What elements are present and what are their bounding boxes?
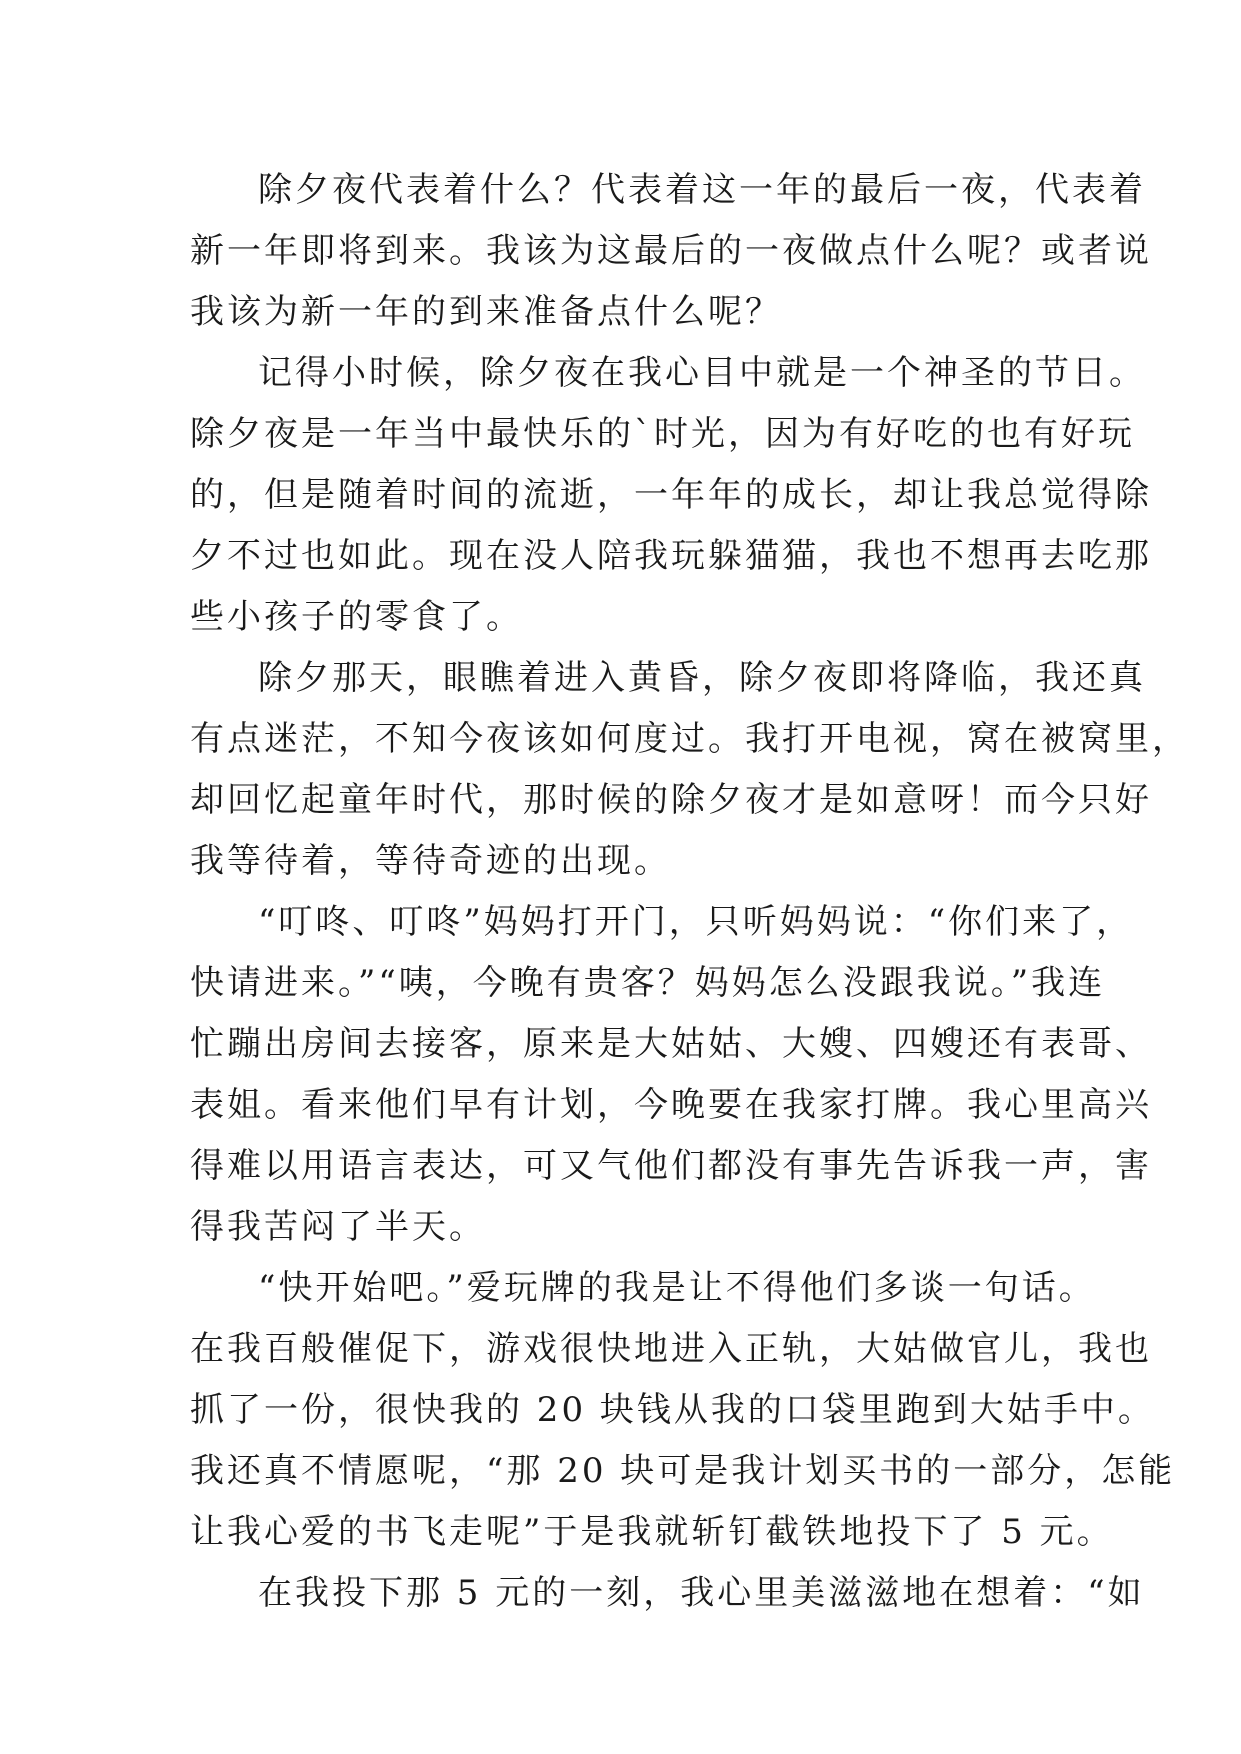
text-line: 除夕夜代表着什么？代表着这一年的最后一夜，代表着: [258, 170, 1146, 210]
text-line: 我该为新一年的到来准备点什么呢？: [190, 292, 782, 332]
text-line: 却回忆起童年时代，那时候的除夕夜才是如意呀！而今只好: [190, 780, 1152, 820]
text-line: 新一年即将到来。我该为这最后的一夜做点什么呢？或者说: [190, 231, 1152, 271]
text-line: “快开始吧。”爱玩牌的我是让不得他们多谈一句话。: [258, 1268, 1096, 1308]
text-line: 我等待着，等待奇迹的出现。: [190, 841, 671, 881]
text-line: 在我投下那 5 元的一刻，我心里美滋滋地在想着：“如: [258, 1573, 1145, 1613]
text-line: 夕不过也如此。现在没人陪我玩躲猫猫，我也不想再去吃那: [190, 536, 1152, 576]
essay-body: [190, 160, 1189, 1624]
text-line: 在我百般催促下，游戏很快地进入正轨，大姑做官儿，我也: [190, 1329, 1152, 1369]
text-line: 得我苦闷了半天。: [190, 1207, 486, 1247]
text-line: 快请进来。”“咦，今晚有贵客？妈妈怎么没跟我说。”我连: [190, 963, 1106, 1003]
text-line: 记得小时候，除夕夜在我心目中就是一个神圣的节日。: [258, 353, 1146, 393]
text-line: 我还真不情愿呢，“那 20 块可是我计划买书的一部分，怎能: [190, 1451, 1176, 1491]
text-line: 得难以用语言表达，可又气他们都没有事先告诉我一声，害: [190, 1146, 1152, 1186]
text-line: 有点迷茫，不知今夜该如何度过。我打开电视，窝在被窝里，: [190, 719, 1189, 759]
text-line: 表姐。看来他们早有计划，今晚要在我家打牌。我心里高兴: [190, 1085, 1152, 1125]
text-line: 抓了一份，很快我的 20 块钱从我的口袋里跑到大姑手中。: [190, 1390, 1155, 1430]
text-line: 些小孩子的零食了。: [190, 597, 523, 637]
text-line: 让我心爱的书飞走呢”于是我就斩钉截铁地投下了 5 元。: [190, 1512, 1114, 1552]
text-line: 忙蹦出房间去接客，原来是大姑姑、大嫂、四嫂还有表哥、: [190, 1024, 1152, 1064]
text-line: “叮咚、叮咚”妈妈打开门，只听妈妈说：“你们来了，: [258, 902, 1134, 942]
text-line: 除夕那天，眼瞧着进入黄昏，除夕夜即将降临，我还真: [258, 658, 1146, 698]
text-line: 的，但是随着时间的流逝，一年年的成长，却让我总觉得除: [190, 475, 1152, 515]
text-line: 除夕夜是一年当中最快乐的`时光，因为有好吃的也有好玩: [190, 414, 1135, 454]
